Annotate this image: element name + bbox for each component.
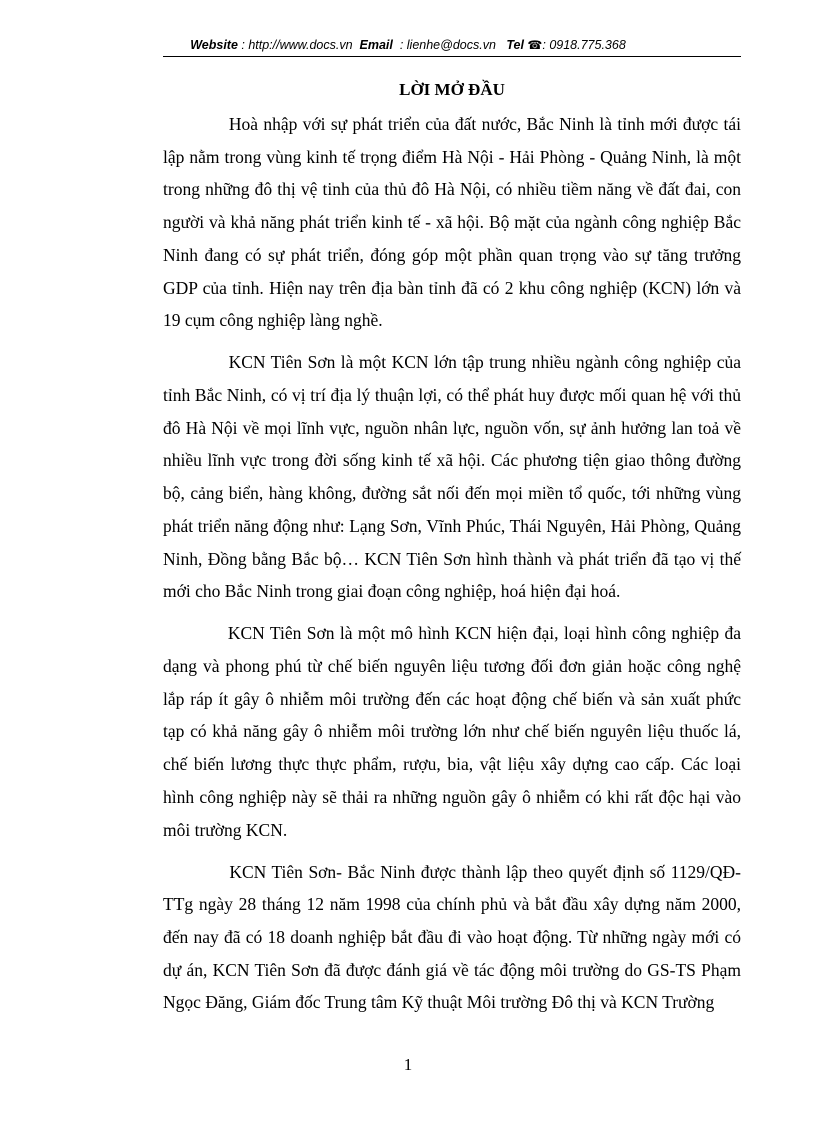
website-label: Website [190, 38, 238, 52]
document-title: LỜI MỞ ĐẦU [399, 80, 505, 99]
header-divider [163, 56, 741, 57]
paragraph-3-text: KCN Tiên Sơn là một mô hình KCN hiện đại, loại hình công nghiệp đa dạng và phong phú từ chế biến nguyên liệu tương đối đơn giản hoặc công nghệ lắp ráp ít gây ô nhiễm môi trường đến các hoạt động chế biến và sản xuất phức tạp có khả năng gây ô nhiễm môi trường lớn như chế biến nguyên liệu thuốc lá, chế biến lương thực thực phẩm, rượu, bia, vật liệu xây dựng cao cấp. Các loại hình công nghiệp này sẽ thải ra những nguồn gây ô nhiễm có khi rất độc hại vào môi trường KCN. [163, 623, 742, 840]
phone-icon: ☎ [527, 38, 543, 52]
page-header [0, 38, 816, 52]
document-body [163, 108, 741, 1029]
website-value: : http://www.docs.vn [241, 38, 353, 52]
email-value: : lienhe@docs.vn [399, 38, 496, 52]
paragraph-4 [163, 856, 741, 1020]
tel-value: : 0918.775.368 [542, 38, 626, 52]
paragraph-1-text: Hoà nhập với sự phát triển của đất nước, Bắc Ninh là tỉnh mới được tái lập nằm trong vùng kinh tế trọng điểm Hà Nội - Hải Phòng - Quảng Ninh, là một trong những đô thị vệ tinh của thủ đô Hà Nội, có nhiều tiềm năng về đất đai, con người và khả năng phát triển kinh tế - xã hội. Bộ mặt của ngành công nghiệp Bắc Ninh đang có sự phát triển, đóng góp một phần quan trọng vào sự tăng trưởng GDP của tỉnh. Hiện nay trên địa bàn tỉnh đã có 2 khu công nghiệp (KCN) lớn và 19 cụm công nghiệp làng nghề. [163, 114, 741, 331]
paragraph-2-text: KCN Tiên Sơn là một KCN lớn tập trung nhiều ngành công nghiệp của tỉnh Bắc Ninh, có vị trí địa lý thuận lợi, có thể phát huy được mối quan hệ với thủ đô Hà Nội về mọi lĩnh vực, nguồn nhân lực, nguồn vốn, sự ảnh hưởng lan toả về nhiều lĩnh vực trong đời sống kinh tế xã hội. Các phương tiện giao thông đường bộ, cảng biển, hàng không, đường sắt nối đến mọi miền tổ quốc, tới những vùng phát triển năng động như: Lạng Sơn, Vĩnh Phúc, Thái Nguyên, Hải Phòng, Quảng Ninh, Đồng bằng Bắc bộ… KCN Tiên Sơn hình thành và phát triển đã tạo vị thế mới cho Bắc Ninh trong giai đoạn công nghiệp, hoá hiện đại hoá. [163, 352, 742, 602]
paragraph-2 [163, 346, 741, 608]
paragraph-1 [163, 108, 741, 337]
paragraph-4-text: KCN Tiên Sơn- Bắc Ninh được thành lập theo quyết định số 1129/QĐ-TTg ngày 28 tháng 12 năm 1998 của chính phủ và bắt đầu xây dựng năm 2000, đến nay đã có 18 doanh nghiệp bắt đầu đi vào hoạt động. Từ những ngày mới có dự án, KCN Tiên Sơn đã được đánh giá về tác động môi trường do GS-TS Phạm Ngọc Đăng, Giám đốc Trung tâm Kỹ thuật Môi trường Đô thị và KCN Trường [163, 861, 741, 1013]
page-number: 1 [403, 1055, 413, 1074]
email-label: Email [359, 38, 393, 52]
paragraph-3 [163, 617, 741, 846]
tel-label: Tel [506, 38, 524, 52]
